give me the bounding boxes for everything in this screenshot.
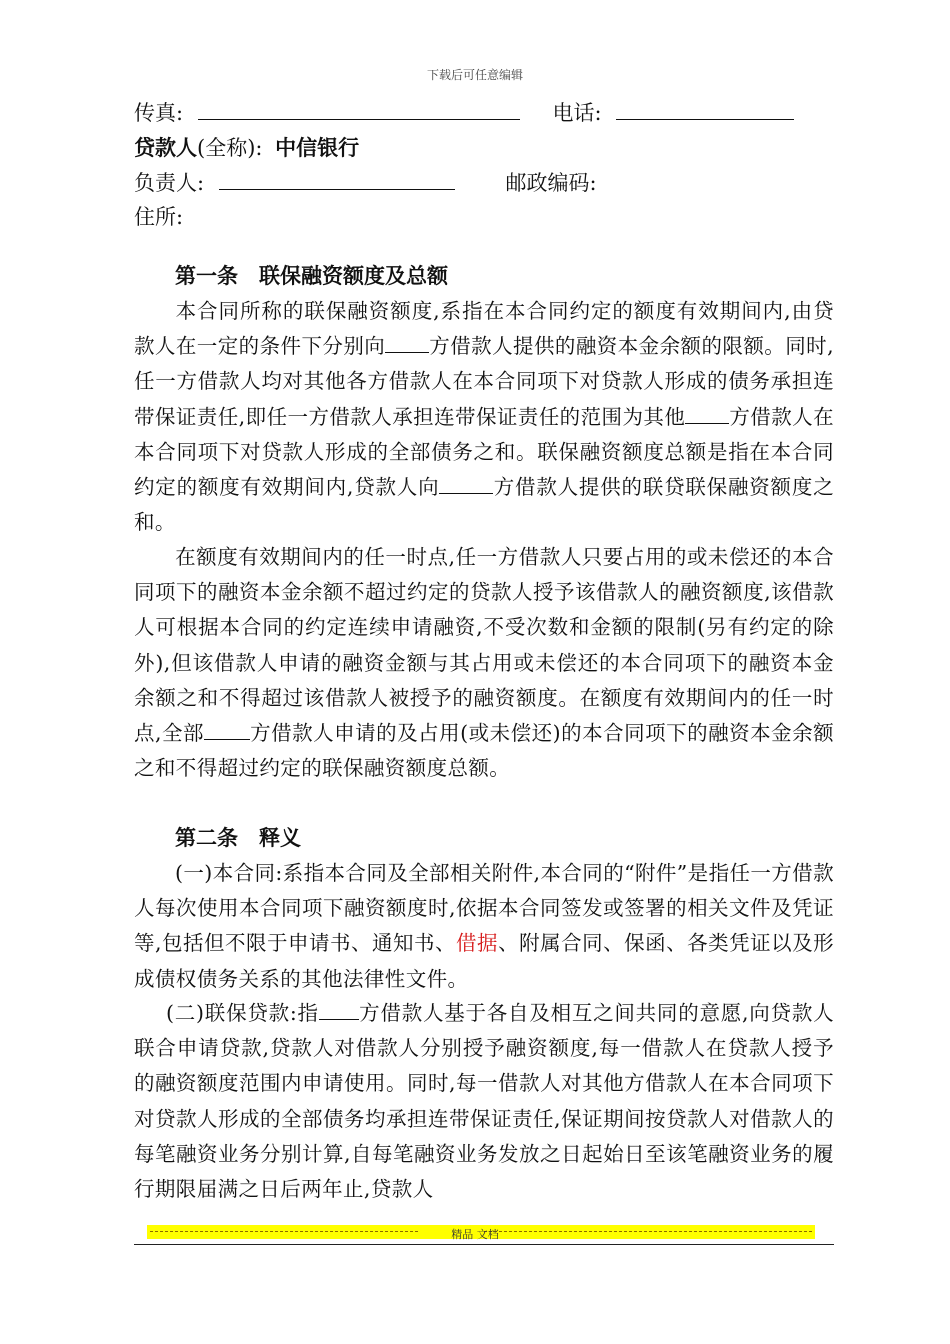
blank-underline: [385, 334, 429, 353]
article2-p2-text-a: (二)联保贷款:指: [166, 1001, 319, 1025]
phone-blank: [616, 99, 794, 120]
footer-rule: [134, 1244, 834, 1245]
footer-label: 精品 文档: [451, 1228, 499, 1241]
postcode-label: 邮政编码:: [505, 171, 597, 195]
article1-p2-text-a: 在额度有效期间内的任一时点,任一方借款人只要占用的或未偿还的本合同项下的融资本金余额不超过约定的贷款人授予该借款人的融资额度,该借款人可根据本合同的约定连续申请融资,不受次数和金额的限制(另有约定的除外),但该借款人申请的融资金额与其占用或未偿还的本合同项下的融资本金余额之和不得超过该借款人被授予的融资额度。在额度有效期间内的任一时点,全部: [134, 545, 834, 746]
address-label: 住所:: [134, 205, 184, 229]
person-blank: [219, 169, 455, 190]
article1-paragraph1: [134, 294, 834, 540]
lender-fullname-hint: (全称):: [197, 136, 263, 160]
article1-p1-text-c: 方借款人在本合同项下对贷款人形成的全部债务之和。联保融资额度总额是指在本合同约定的额度有效期间内,贷款人向: [134, 404, 834, 500]
article2-title: 第二条 释义: [175, 825, 301, 850]
highlighted-term: 借据: [456, 931, 499, 956]
lender-name: 中信银行: [275, 135, 360, 160]
blank-underline: [204, 721, 250, 740]
article2-p1-text-a: (一)本合同:系指本合同及全部相关附件,本合同的“附件”是指任一方借款人每次使用本合同项下融资额度时,依据本合同签发或签署的相关文件及凭证等,包括但不限于申请书、通知书、: [134, 861, 834, 956]
article2-p1-text-b: 、附属合同、保函、各类凭证以及形成债权债务关系的其他法律性文件。: [134, 931, 834, 991]
article1-p1-text-b: 方借款人提供的融资本金余额的限额。同时,任一方借款人均对其他各方借款人在本合同项下对贷款人形成的债务承担连带保证责任,即任一方借款人承担连带保证责任的范围为其他: [134, 334, 834, 429]
blank-underline: [685, 405, 729, 424]
fax-row: [134, 96, 794, 131]
article1-p2-text-b: 方借款人申请的及占用(或未偿还)的本合同项下的融资本金余额之和不得超过约定的联保融资额度总额。: [134, 721, 834, 781]
lender-row: [134, 130, 359, 166]
blank-underline: [439, 475, 493, 494]
article1-paragraph2: [134, 540, 834, 786]
article2-paragraph2: [134, 996, 834, 1207]
article2-paragraph1: [134, 856, 834, 997]
fax-blank: [198, 99, 520, 120]
address-row: [134, 200, 183, 235]
page-header: 下载后可任意编辑: [426, 68, 523, 82]
lender-label: 贷款人: [134, 135, 197, 160]
article1-p1-text-a: 本合同所称的联保融资额度,系指在本合同约定的额度有效期间内,由贷款人在一定的条件下分别向: [134, 299, 834, 359]
phone-label: 电话:: [552, 101, 602, 125]
article2-p2-text-b: 方借款人基于各自及相互之间共同的意愿,向贷款人联合申请贷款,贷款人对借款人分别授予融资额度,每一借款人在贷款人授予的融资额度范围内申请使用。同时,每一借款人对其他方借款人在本合同项下对贷款人形成的全部债务均承担连带保证责任,保证期间按贷款人对借款人的每笔融资业务分别计算,自每笔融资业务发放之日起始日至该笔融资业务的履行期限届满之日后两年止,贷款人: [134, 1001, 834, 1202]
article1-p1-text-d: 方借款人提供的联贷联保融资额度之和。: [134, 475, 835, 535]
blank-underline: [319, 1001, 359, 1020]
article1-title: 第一条 联保融资额度及总额: [175, 263, 448, 288]
person-label: 负责人:: [134, 171, 205, 195]
fax-label: 传真:: [134, 101, 184, 125]
person-row: [134, 166, 597, 201]
